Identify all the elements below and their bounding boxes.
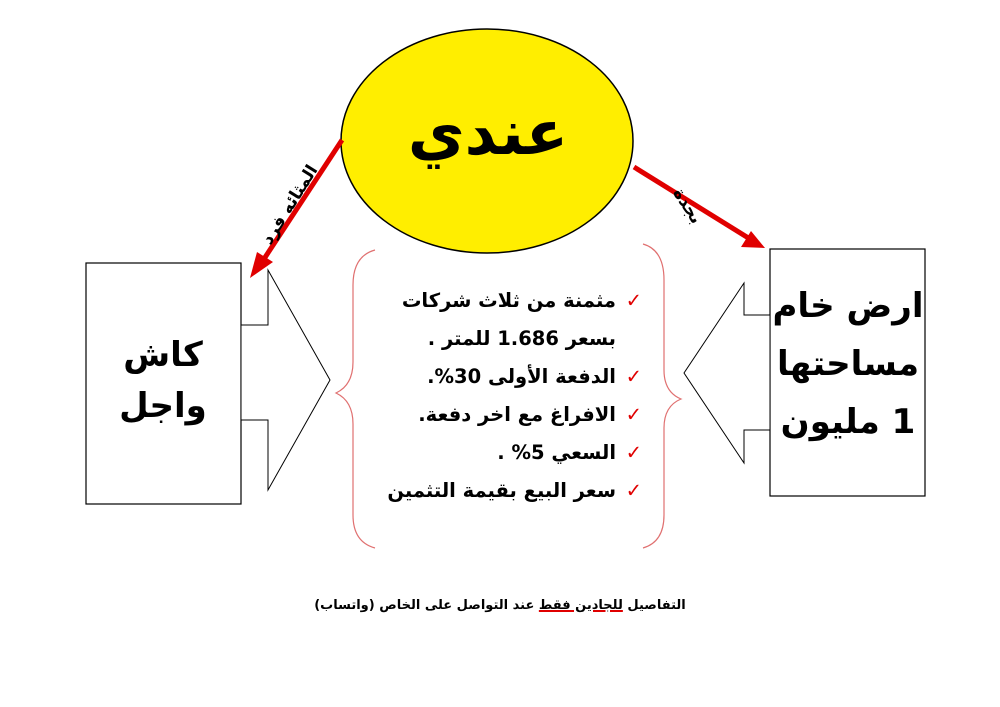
check-icon: ✓ (625, 403, 642, 426)
right-box-line3: 1 مليون (780, 401, 916, 442)
right-box-line1: ارض خام (772, 286, 924, 326)
check-icon: ✓ (625, 441, 642, 464)
footer-before: التفاصيل (622, 598, 686, 613)
center-title: عندي (407, 96, 569, 169)
left-box-line1: كاش (123, 335, 203, 375)
terms-list (372, 282, 642, 510)
terms-item-text: مثمنة من ثلاث شركات (401, 289, 616, 312)
right-box-line2: مساحتها (776, 343, 919, 384)
terms-item (372, 358, 642, 396)
footer-note (0, 598, 1000, 613)
terms-item (372, 396, 642, 434)
right-box-text (772, 278, 924, 451)
left-brace (336, 250, 375, 548)
right-brace (643, 244, 681, 548)
terms-item-text: الدفعة الأولى 30%. (427, 365, 616, 388)
left-box-text (88, 330, 238, 432)
terms-item-continuation: بسعر 1.686 للمتر . (427, 327, 616, 350)
left-outline-arrow (241, 270, 330, 490)
terms-item (372, 434, 642, 472)
terms-item (372, 282, 642, 358)
footer-after: عند التواصل على الخاص (واتساب) (314, 598, 539, 613)
left-box-line2: واجل (119, 386, 207, 426)
terms-item-text: السعي 5% . (497, 441, 616, 464)
terms-item (372, 472, 642, 510)
check-icon: ✓ (625, 365, 642, 388)
check-icon: ✓ (625, 289, 642, 312)
check-icon: ✓ (625, 479, 642, 502)
terms-item-text: سعر البيع بقيمة التثمين (387, 479, 616, 502)
footer-underlined: للجادين فقط (538, 598, 623, 613)
left-arrow-label: المثائه فرد (257, 161, 323, 249)
right-outline-arrow (684, 283, 770, 463)
right-arrow-label: بجدة (668, 184, 706, 228)
terms-item-text: الافراغ مع اخر دفعة. (418, 403, 616, 426)
